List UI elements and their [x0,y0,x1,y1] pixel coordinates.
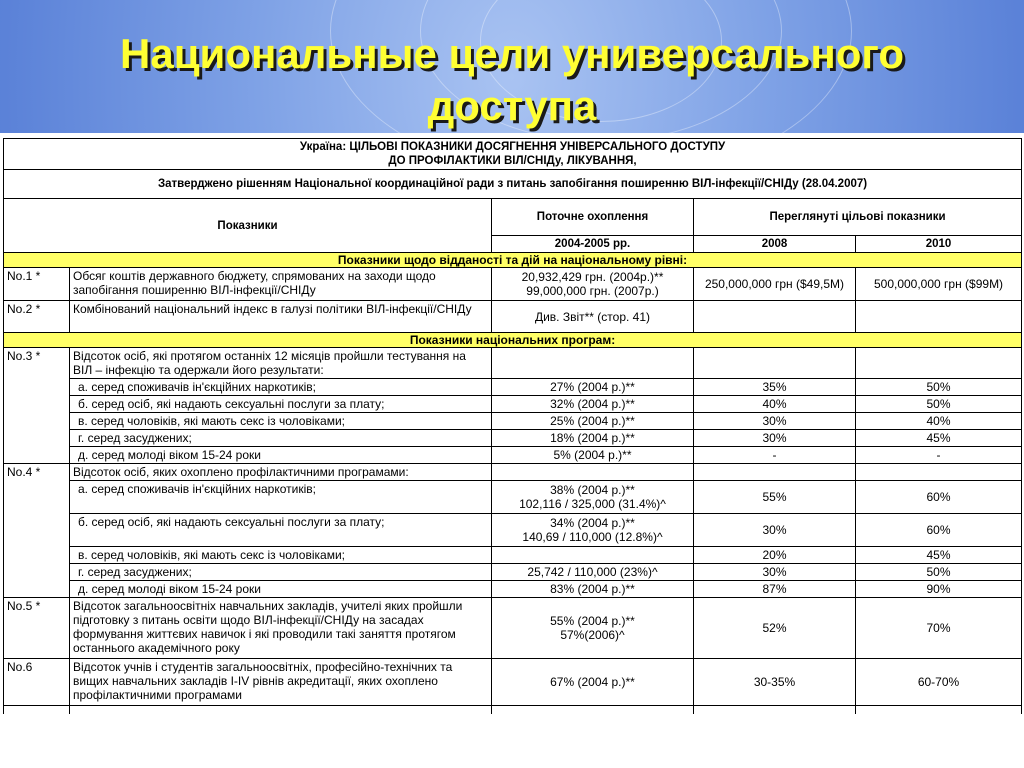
target-2010 [856,348,1022,379]
indicator-id: No.2 * [4,301,70,333]
indicator-id: No.4 * [4,464,70,598]
target-2008: 250,000,000 грн ($49,5M) [694,268,856,301]
indicator-text: Обсяг коштів державного бюджету, спрямованих на заходи щодо запобігання поширенню ВІЛ-інфекції/СНІДу [70,268,492,301]
table-row [4,481,1022,514]
section-row [4,333,1022,348]
target-2010: 45% [856,547,1022,564]
target-2008: 30-35% [694,659,856,706]
current-coverage-line: 57%(2006)^ [560,628,625,642]
current-coverage-line: 38% (2004 р.)** [550,483,635,497]
target-2010: 500,000,000 грн ($99M) [856,268,1022,301]
indicator-id: No.1 * [4,268,70,301]
current-coverage: 25,742 / 110,000 (23%)^ [492,564,694,581]
table-row [4,301,1022,333]
target-2008: 55% [694,481,856,514]
approval-text: Затверджено рішенням Національної координаційної ради з питань запобігання поширенню ВІЛ-інфекції/СНІДу (28.04.2007) [4,170,1022,199]
table-heading-row [4,139,1022,170]
col-indicators: Показники [4,199,492,253]
target-2008: 30% [694,514,856,547]
current-coverage [492,268,694,301]
indicator-text: Відсоток осіб, яких охоплено профілактичними програмами: [70,464,492,481]
col-2010: 2010 [856,236,1022,253]
sub-indicator: г. серед засуджених; [70,430,492,447]
col-current-period: 2004-2005 рр. [492,236,694,253]
table-heading [4,139,1022,170]
target-2008: 87% [694,581,856,598]
target-2010: 90% [856,581,1022,598]
table-row [4,514,1022,547]
sub-indicator: б. серед осіб, які надають сексуальні послуги за плату; [70,396,492,413]
target-2010 [856,301,1022,333]
table-sheet [0,133,1024,768]
table-row [4,564,1022,581]
sub-indicator: д. серед молоді віком 15-24 роки [70,581,492,598]
sub-indicator: г. серед засуджених; [70,564,492,581]
table-row [4,348,1022,379]
table-row [4,430,1022,447]
approval-row [4,170,1022,199]
target-2008: 30% [694,430,856,447]
target-2008: 52% [694,598,856,659]
current-coverage [492,348,694,379]
table-row [4,447,1022,464]
slide-title-line1: Национальные цели универсального [120,30,904,77]
current-coverage [492,514,694,547]
table-row [4,464,1022,481]
target-2010: 50% [856,564,1022,581]
target-2008 [694,301,856,333]
indicator-id: No.3 * [4,348,70,464]
current-coverage: 18% (2004 р.)** [492,430,694,447]
indicator-id: No.5 * [4,598,70,659]
target-2010: 60-70% [856,659,1022,706]
table-row [4,581,1022,598]
col-2008: 2008 [694,236,856,253]
sub-indicator: в. серед чоловіків, які мають секс із чоловіками; [70,413,492,430]
cut-cell [856,706,1022,715]
current-coverage: 67% (2004 р.)** [492,659,694,706]
target-2010 [856,464,1022,481]
target-2008 [694,348,856,379]
slide-title [0,28,1024,132]
target-2008: 35% [694,379,856,396]
target-2010: 60% [856,514,1022,547]
indicator-id: No.6 [4,659,70,706]
current-coverage: 27% (2004 р.)** [492,379,694,396]
current-coverage [492,464,694,481]
section-national-programs: Показники національних програм: [4,333,1022,348]
table-row [4,547,1022,564]
indicator-text: Відсоток загальноосвітніх навчальних закладів, учителі яких пройшли підготовку з питань освіти щодо ВІЛ-інфекції/СНІДу на засадах формування життєвих навичок і які проводили такі заняття протягом останнього академічного року [70,598,492,659]
cut-cell [70,706,492,715]
current-coverage: Див. Звіт** (стор. 41) [492,301,694,333]
sub-indicator: б. серед осіб, які надають сексуальні послуги за плату; [70,514,492,547]
table-row [4,598,1022,659]
cut-cell [4,706,70,715]
indicator-text: Відсоток учнів і студентів загальноосвітніх, професійно-технічних та вищих навчальних закладів І-ІV рівнів акредитації, яких охоплено профілактичними програмами [70,659,492,706]
current-coverage: 5% (2004 р.)** [492,447,694,464]
targets-table [3,138,1022,714]
current-coverage [492,481,694,514]
current-coverage-line: 102,116 / 325,000 (31.4%)^ [519,497,666,511]
cut-cell [694,706,856,715]
target-2008: - [694,447,856,464]
cut-cell [492,706,694,715]
indicator-text: Відсоток осіб, які протягом останніх 12 місяців пройшли тестування на ВІЛ – інфекцію та одержали його результати: [70,348,492,379]
table-heading-line1: Україна: ЦІЛЬОВІ ПОКАЗНИКИ ДОСЯГНЕННЯ УНІВЕРСАЛЬНОГО ДОСТУПУ [299,141,726,153]
target-2010: - [856,447,1022,464]
current-coverage: 32% (2004 р.)** [492,396,694,413]
table-row [4,659,1022,706]
section-row [4,253,1022,268]
table-row [4,268,1022,301]
current-coverage: 83% (2004 р.)** [492,581,694,598]
target-2008 [694,464,856,481]
col-targets: Переглянуті цільові показники [694,199,1022,236]
sub-indicator: а. серед споживачів ін'єкційних наркотиків; [70,481,492,514]
target-2008: 20% [694,547,856,564]
target-2010: 60% [856,481,1022,514]
current-coverage [492,598,694,659]
table-row [4,396,1022,413]
table-row [4,379,1022,396]
current-coverage-line: 34% (2004 р.)** [550,516,635,530]
current-coverage-line: 55% (2004 р.)** [550,614,635,628]
current-coverage-line: 20,932,429 грн. (2004р.)** [521,270,664,284]
indicator-text: Комбінований національний індекс в галузі політики ВІЛ-інфекції/СНІДу [70,301,492,333]
target-2010: 40% [856,413,1022,430]
table-heading-line2: ДО ПРОФІЛАКТИКИ ВІЛ/СНІДу, ЛІКУВАННЯ, [388,155,637,167]
target-2008: 40% [694,396,856,413]
target-2010: 45% [856,430,1022,447]
sub-indicator: а. серед споживачів ін'єкційних наркотиків; [70,379,492,396]
sub-indicator: д. серед молоді віком 15-24 роки [70,447,492,464]
target-2010: 70% [856,598,1022,659]
section-national-commitment: Показники щодо відданості та дій на національному рівні: [4,253,1022,268]
current-coverage-line: 99,000,000 грн. (2007р.) [526,284,659,298]
target-2008: 30% [694,564,856,581]
table-row-cut-off [4,706,1022,715]
table-row [4,413,1022,430]
target-2010: 50% [856,396,1022,413]
target-2010: 50% [856,379,1022,396]
slide-title-line2: доступа [427,82,597,129]
current-coverage [492,547,694,564]
current-coverage-line: 140,69 / 110,000 (12.8%)^ [522,530,663,544]
sub-indicator: в. серед чоловіків, які мають секс із чоловіками; [70,547,492,564]
column-header-row [4,199,1022,236]
current-coverage: 25% (2004 р.)** [492,413,694,430]
target-2008: 30% [694,413,856,430]
col-current: Поточне охоплення [492,199,694,236]
